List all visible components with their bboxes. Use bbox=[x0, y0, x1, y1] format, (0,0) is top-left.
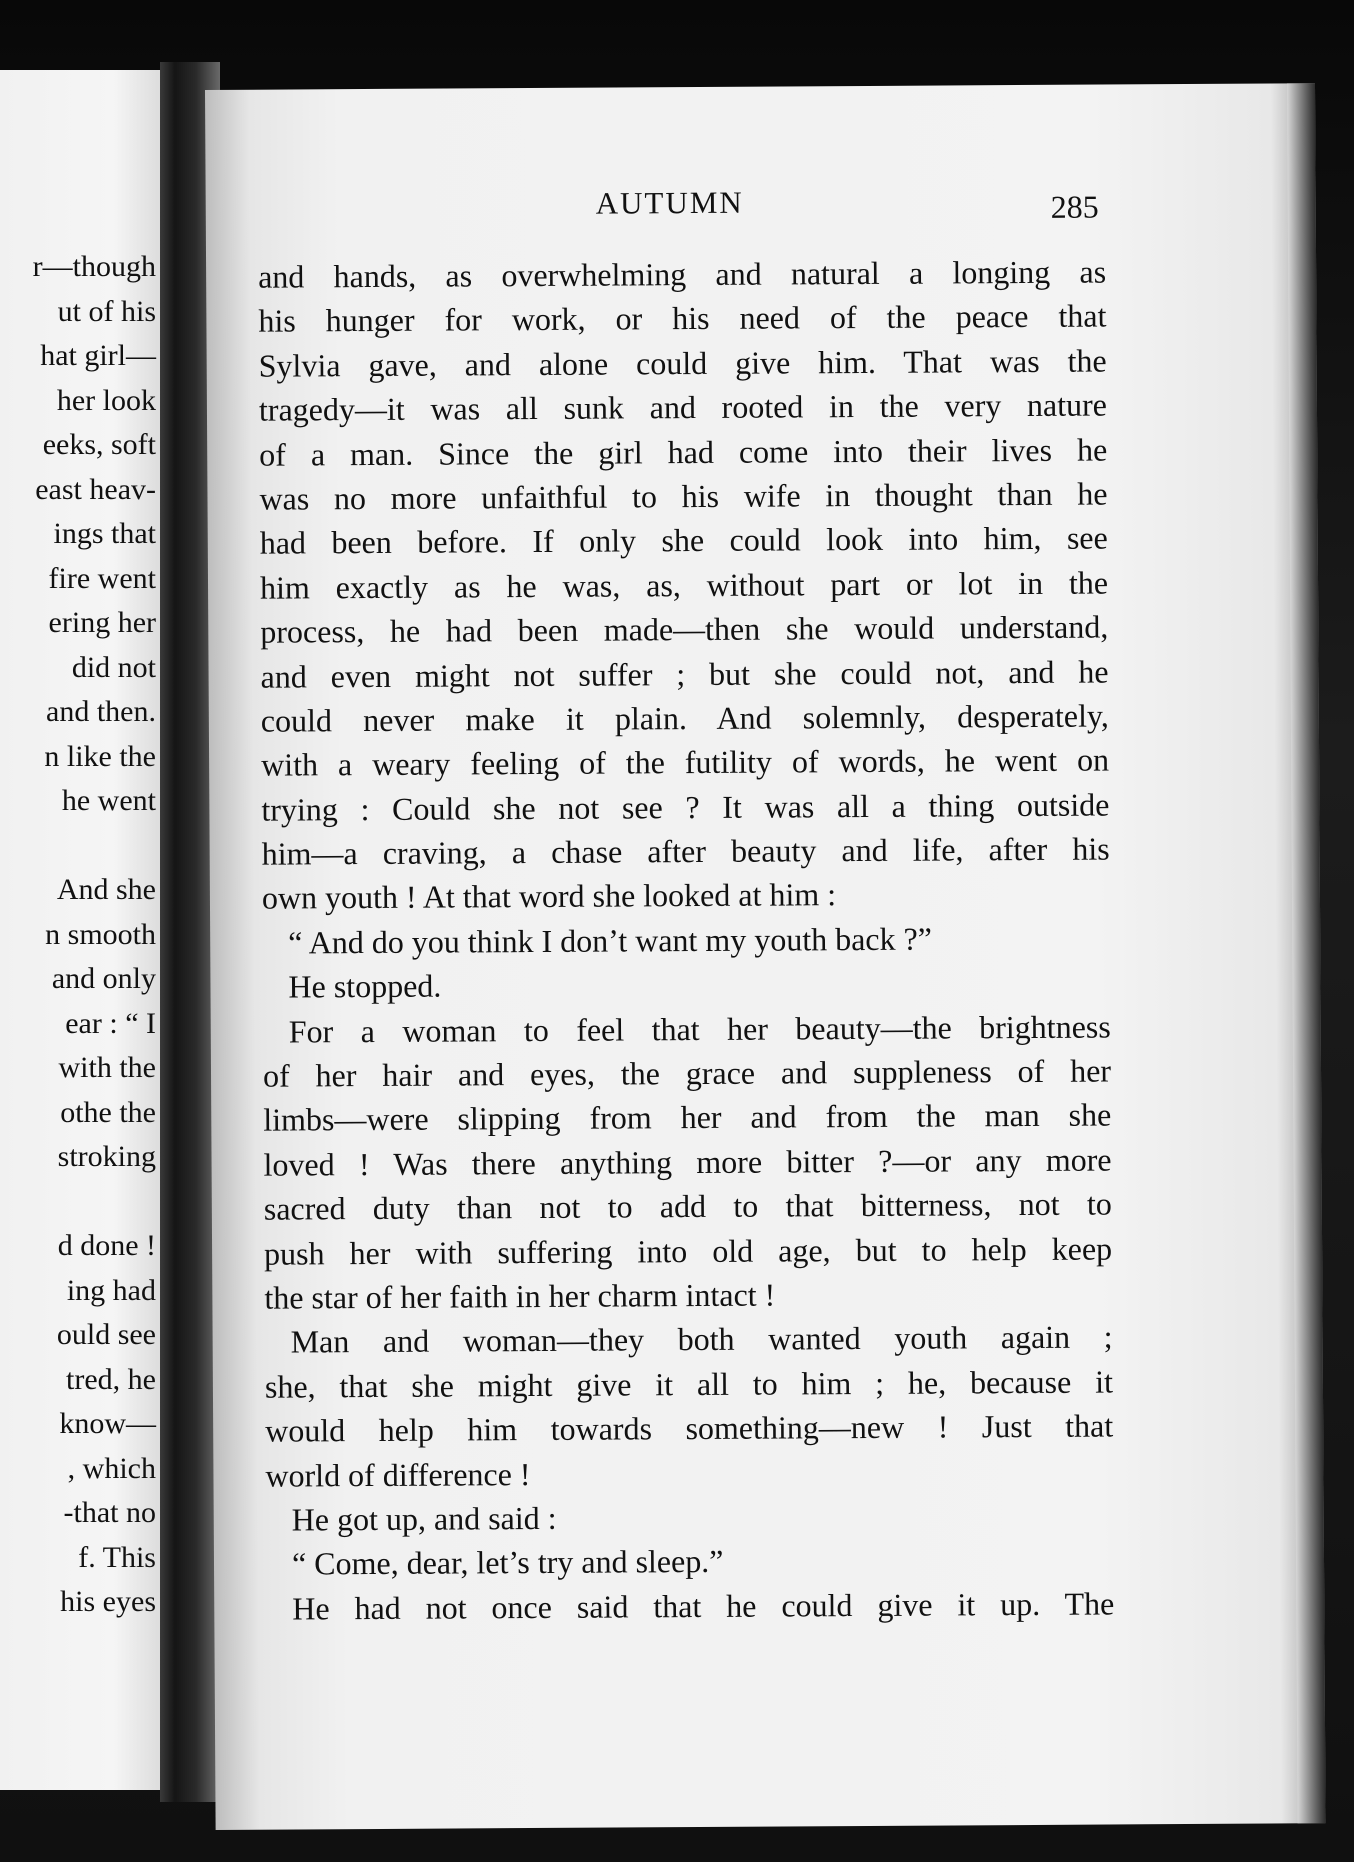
previous-page-line: d done ! bbox=[57, 1229, 156, 1262]
previous-page-line bbox=[33, 824, 156, 869]
previous-page-line: ear : “ I bbox=[65, 1006, 156, 1040]
text-line: trying : Could she not see ? It was all a thing outside bbox=[261, 786, 1110, 828]
body-text bbox=[258, 249, 1114, 1630]
text-line: process, he had been made—then she would understand, bbox=[260, 608, 1109, 650]
previous-page-line: and only bbox=[51, 962, 156, 995]
text-line: the star of her faith in her charm intact ! bbox=[264, 1276, 776, 1316]
previous-page-line: ut of his bbox=[57, 294, 156, 328]
text-line: was no more unfaithful to his wife in thought than he bbox=[259, 475, 1108, 517]
previous-page-line: did not bbox=[71, 650, 156, 684]
previous-page-line: her look bbox=[56, 383, 156, 417]
previous-page-line: n like the bbox=[44, 739, 156, 773]
text-line: his hunger for work, or his need of the peace that bbox=[258, 297, 1107, 340]
text-line: of her hair and eyes, the grace and suppleness of her bbox=[262, 1052, 1112, 1094]
previous-page-line bbox=[33, 1180, 156, 1225]
previous-page-line: with the bbox=[58, 1051, 156, 1084]
previous-page-line: n smooth bbox=[45, 917, 156, 951]
text-line: of a man. Since the girl had come into their lives he bbox=[259, 431, 1108, 473]
text-line: limbs—were slipping from her and from the man she bbox=[263, 1096, 1112, 1139]
previous-page-line: ould see bbox=[56, 1318, 156, 1351]
previous-page-line: and then. bbox=[46, 695, 156, 728]
text-line: him—a craving, a chase after beauty and life, after his bbox=[261, 830, 1110, 872]
text-line: Sylvia gave, and alone could give him. That was the bbox=[258, 342, 1107, 384]
text-line: He had not once said that he could give it up. The bbox=[292, 1585, 1115, 1627]
text-line: For a woman to feel that her beauty—the brightness bbox=[288, 1008, 1111, 1050]
previous-page-line: tred, he bbox=[66, 1362, 156, 1396]
text-line: push her with suffering into old age, but to help keep bbox=[263, 1230, 1113, 1272]
current-page bbox=[205, 83, 1326, 1830]
previous-page-line: he went bbox=[61, 784, 156, 817]
text-line: loved ! Was there anything more bitter ?—or any more bbox=[263, 1141, 1112, 1183]
previous-page-line: , which bbox=[67, 1451, 156, 1485]
previous-page-line: ing had bbox=[66, 1273, 156, 1307]
text-line: she, that she might give it all to him ; he, because it bbox=[264, 1363, 1114, 1405]
text-line: would help him towards something—new ! Just that bbox=[265, 1407, 1114, 1449]
text-line: had been before. If only she could look into him, see bbox=[259, 519, 1108, 562]
text-line: Man and woman—they both wanted youth again ; bbox=[290, 1318, 1113, 1360]
previous-page-line: f. This bbox=[78, 1540, 156, 1574]
previous-page-line: r—though bbox=[32, 250, 156, 283]
previous-page-text bbox=[33, 245, 156, 1625]
previous-page-line: othe the bbox=[60, 1095, 156, 1129]
previous-page-line: eeks, soft bbox=[42, 428, 156, 461]
running-head: AUTUMN bbox=[595, 184, 744, 221]
text-line: “ Come, dear, let’s try and sleep.” bbox=[291, 1543, 724, 1582]
previous-page-line: And she bbox=[56, 873, 156, 906]
text-line: and hands, as overwhelming and natural a longing as bbox=[258, 253, 1107, 295]
previous-page-line: east heav- bbox=[35, 472, 156, 506]
previous-page-line: his eyes bbox=[60, 1585, 156, 1618]
text-line: own youth ! At that word she looked at him : bbox=[261, 876, 837, 917]
text-line: “ And do you think I don’t want my youth back ?” bbox=[288, 920, 933, 961]
previous-page-line: ering her bbox=[48, 606, 156, 639]
previous-page-line: hat girl— bbox=[40, 339, 156, 372]
text-line: He stopped. bbox=[288, 967, 442, 1005]
text-line: could never make it plain. And solemnly, desperately, bbox=[260, 697, 1109, 739]
previous-page-line: fire went bbox=[48, 561, 156, 595]
text-line: and even might not suffer ; but she could not, and he bbox=[260, 653, 1109, 695]
previous-page-line: stroking bbox=[57, 1140, 156, 1173]
text-line: with a weary feeling of the futility of words, he went on bbox=[261, 741, 1110, 783]
text-line: He got up, and said : bbox=[291, 1499, 557, 1538]
previous-page-line: know— bbox=[59, 1407, 156, 1440]
previous-page-line: ings that bbox=[53, 517, 156, 550]
previous-page-line: -that no bbox=[63, 1496, 156, 1529]
text-line: him exactly as he was, as, without part or lot in the bbox=[259, 564, 1109, 606]
text-line: tragedy—it was all sunk and rooted in the very nature bbox=[258, 386, 1108, 428]
page-number: 285 bbox=[1050, 188, 1099, 225]
text-line: sacred duty than not to add to that bitterness, not to bbox=[263, 1185, 1112, 1227]
text-line: world of difference ! bbox=[265, 1455, 531, 1494]
